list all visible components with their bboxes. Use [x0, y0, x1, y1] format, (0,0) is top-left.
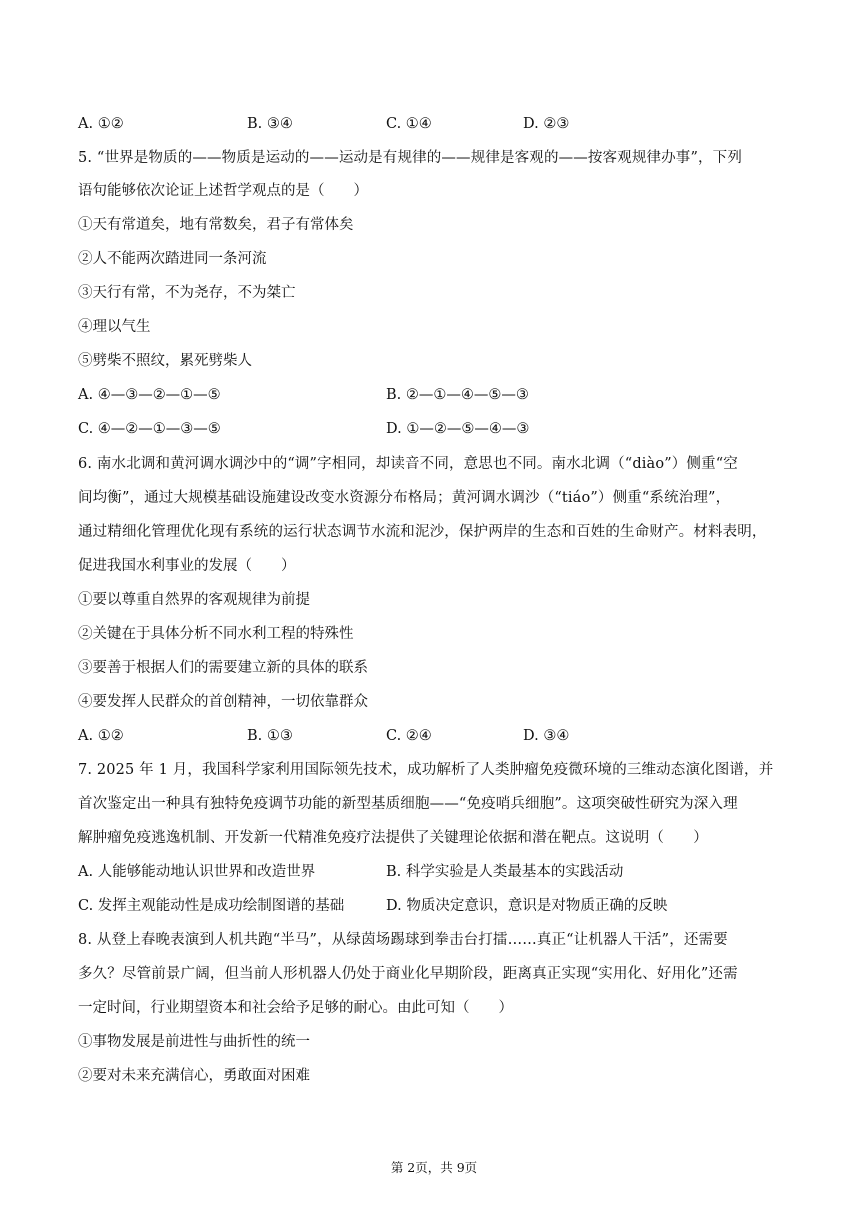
q8-stem-line-1: 8. 从登上春晚表演到人机共跑“半马”，从绿茵场踢球到拳击台打擂……真正“让机器人干活”，还需要 [78, 932, 728, 948]
q5-stem-line-2: 语句能够依次论证上述哲学观点的是（ ） [78, 183, 368, 199]
q6-item-3: ③要善于根据人们的需要建立新的具体的联系 [78, 660, 368, 676]
q6-option-d: D. ③④ [523, 728, 570, 744]
q8-stem-line-2: 多久？尽管前景广阔，但当前人形机器人仍处于商业化早期阶段，距离真正实现“实用化、好用化”还需 [78, 966, 738, 982]
q6-option-c: C. ②④ [386, 728, 432, 744]
q4-option-c: C. ①④ [386, 116, 432, 132]
q5-option-d: D. ①—②—⑤—④—③ [386, 421, 530, 437]
q6-item-1: ①要以尊重自然界的客观规律为前提 [78, 592, 310, 608]
q4-option-b: B. ③④ [247, 116, 293, 132]
q5-stem-line-1: 5. “世界是物质的——物质是运动的——运动是有规律的——规律是客观的——按客观规律办事”，下列 [78, 150, 742, 166]
q7-option-c: C. 发挥主观能动性是成功绘制图谱的基础 [78, 898, 345, 914]
q8-item-2: ②要对未来充满信心，勇敢面对困难 [78, 1068, 310, 1084]
page-number: 第 2页，共 9页 [390, 1160, 478, 1175]
q7-option-a: A. 人能够能动地认识世界和改造世界 [78, 864, 316, 880]
q6-stem-line-2: 间均衡”，通过大规模基础设施建设改变水资源分布格局；黄河调水调沙（“tiáo”）侧重“系统治理”， [78, 490, 731, 506]
q6-option-a: A. ①② [78, 728, 124, 744]
q7-option-d: D. 物质决定意识，意识是对物质正确的反映 [386, 898, 668, 914]
q5-option-c: C. ④—②—①—③—⑤ [78, 421, 221, 437]
q7-stem-line-1: 7. 2025 年 1 月，我国科学家利用国际领先技术，成功解析了人类肿瘤免疫微环境的三维动态演化图谱，并 [78, 762, 774, 778]
q4-option-d: D. ②③ [523, 116, 570, 132]
q5-item-4: ④理以气生 [78, 319, 151, 335]
q6-stem-line-1: 6. 南水北调和黄河调水调沙中的“调”字相同，却读音不同，意思也不同。南水北调（“diào”）侧重“空 [78, 456, 738, 472]
q6-stem-line-4: 促进我国水利事业的发展（ ） [78, 558, 296, 574]
q5-item-3: ③天行有常，不为尧存，不为桀亡 [78, 285, 296, 301]
q4-option-a: A. ①② [78, 116, 124, 132]
q8-item-1: ①事物发展是前进性与曲折性的统一 [78, 1034, 310, 1050]
q5-option-a: A. ④—③—②—①—⑤ [78, 387, 221, 403]
q5-item-5: ⑤劈柴不照纹，累死劈柴人 [78, 353, 252, 369]
q8-stem-line-3: 一定时间，行业期望资本和社会给予足够的耐心。由此可知（ ） [78, 1000, 513, 1016]
q5-item-2: ②人不能两次踏进同一条河流 [78, 251, 267, 267]
q6-stem-line-3: 通过精细化管理优化现有系统的运行状态调节水流和泥沙，保护两岸的生态和百姓的生命财产。材料表明， [78, 524, 767, 540]
q6-item-4: ④要发挥人民群众的首创精神，一切依靠群众 [78, 694, 368, 710]
q6-option-b: B. ①③ [247, 728, 293, 744]
q7-stem-line-3: 解肿瘤免疫逃逸机制、开发新一代精准免疫疗法提供了关键理论依据和潜在靶点。这说明（ ） [78, 830, 708, 846]
q7-option-b: B. 科学实验是人类最基本的实践活动 [386, 864, 624, 880]
q5-option-b: B. ②—①—④—⑤—③ [386, 387, 529, 403]
q6-item-2: ②关键在于具体分析不同水利工程的特殊性 [78, 626, 354, 642]
q5-item-1: ①天有常道矣，地有常数矣，君子有常体矣 [78, 217, 354, 233]
q7-stem-line-2: 首次鉴定出一种具有独特免疫调节功能的新型基质细胞——“免疫哨兵细胞”。这项突破性研究为深入理 [78, 796, 738, 812]
